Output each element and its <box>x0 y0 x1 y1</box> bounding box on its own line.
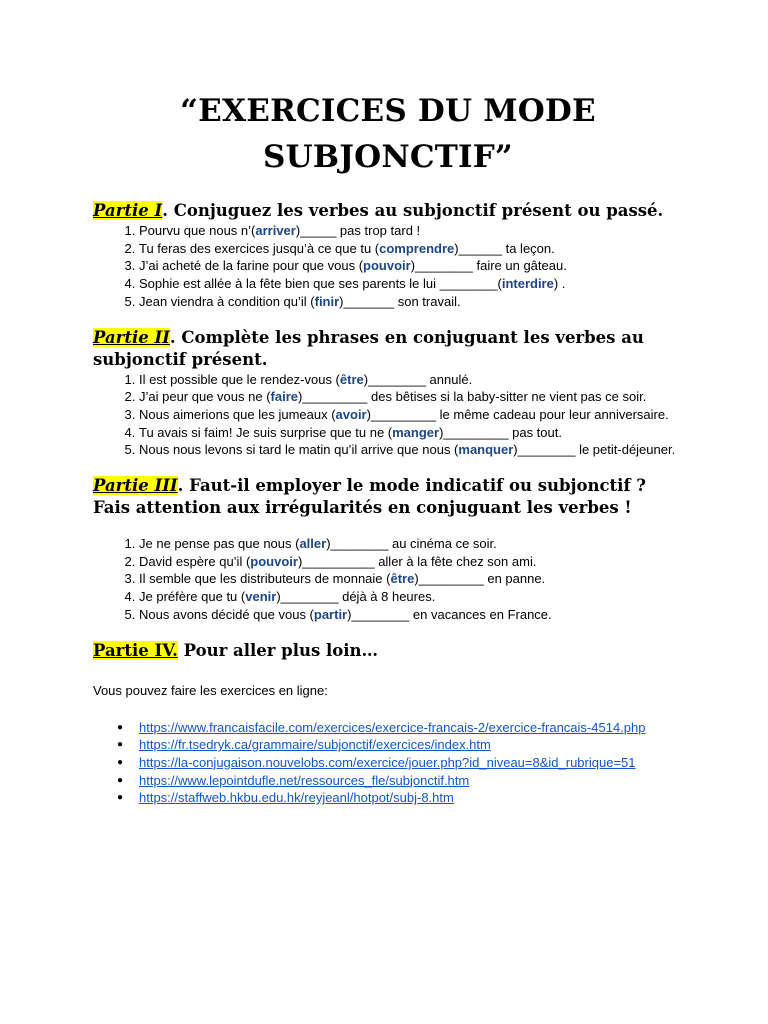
page-title <box>93 88 683 180</box>
exercise-link[interactable]: https://www.francaisfacile.com/exercices/exercice-francais-2/exercice-francais-4514.php <box>139 719 646 735</box>
section-tag: Partie I <box>93 201 163 220</box>
item-text: David espère qu’il ( <box>139 553 251 569</box>
list-item <box>139 736 683 754</box>
exercise-item <box>139 406 683 424</box>
verb: comprendre <box>379 240 455 256</box>
item-text: )_____ pas trop tard ! <box>295 223 421 238</box>
item-text: Nous nous levons si tard le matin qu’il arrive que nous ( <box>139 442 459 458</box>
item-text: )_________ en panne. <box>414 571 546 587</box>
exercise-list <box>93 535 683 624</box>
item-text: )________ au cinéma ce soir. <box>326 536 497 552</box>
section-heading <box>93 327 683 371</box>
exercise-link[interactable]: https://la-conjugaison.nouvelobs.com/exercice/jouer.php?id_niveau=8&id_rubrique=51 <box>139 754 636 770</box>
section-heading-text: . Conjuguez les verbes au subjonctif présent ou passé. <box>162 201 664 220</box>
item-text: J’ai peur que vous ne ( <box>139 389 271 405</box>
list-item <box>139 754 683 772</box>
verb: manger <box>392 424 440 440</box>
item-text: )__________ aller à la fête chez son ami. <box>297 553 537 569</box>
verb: finir <box>314 293 340 309</box>
exercise-item <box>139 257 683 275</box>
exercise-item <box>139 553 683 571</box>
link-list <box>93 719 683 808</box>
section-partie-1 <box>93 200 683 311</box>
verb: partir <box>313 606 348 622</box>
exercise-link[interactable]: https://fr.tsedryk.ca/grammaire/subjonctif/exercices/index.htm <box>139 737 491 753</box>
section-tag: Partie III <box>93 476 178 496</box>
item-text: Tu feras des exercices jusqu’à ce que tu ( <box>139 240 380 256</box>
item-text: )_______ son travail. <box>339 293 461 309</box>
item-text: )_________ pas tout. <box>439 424 562 440</box>
title-line-1: “EXERCICES DU MODE <box>180 93 596 129</box>
exercise-list <box>93 371 683 460</box>
item-text: Jean viendra à condition qu’il ( <box>139 293 315 309</box>
item-text: Nous avons décidé que vous ( <box>139 606 314 622</box>
verb: avoir <box>335 406 367 422</box>
exercise-item <box>139 570 683 588</box>
item-text: J’ai acheté de la farine pour que vous ( <box>139 258 364 274</box>
exercise-item <box>139 293 683 311</box>
section-tag: Partie II <box>93 327 170 347</box>
item-text: )_________ le même cadeau pour leur anniversaire. <box>366 406 669 422</box>
section-heading-text: . Complète les phrases en conjuguant les verbes au subjonctif présent. <box>93 327 644 369</box>
exercise-item <box>139 275 683 293</box>
section-partie-3 <box>93 475 683 624</box>
section-partie-4 <box>93 640 683 808</box>
exercise-item <box>139 371 683 389</box>
exercise-item <box>139 535 683 553</box>
verb: venir <box>245 589 277 605</box>
section-tag: Partie IV. <box>93 640 178 660</box>
section-heading <box>93 200 683 222</box>
verb: faire <box>270 389 298 405</box>
section-heading-text: . Faut-il employer le mode indicatif ou subjonctif ? Fais attention aux irrégularités en conjuguant les verbes ! <box>93 476 646 518</box>
document-page <box>93 88 683 807</box>
item-text: Il semble que les distributeurs de monnaie ( <box>139 571 391 587</box>
item-text: )________ déjà à 8 heures. <box>276 589 436 605</box>
intro-text: Vous pouvez faire les exercices en ligne: <box>93 682 328 698</box>
exercise-item <box>139 240 683 258</box>
item-text: Pourvu que nous n’( <box>139 223 256 238</box>
section-heading <box>93 475 683 519</box>
verb: arriver <box>255 223 296 238</box>
list-item <box>139 719 683 737</box>
item-text: )________ faire un gâteau. <box>410 258 567 274</box>
verb: pouvoir <box>250 553 298 569</box>
exercise-item <box>139 388 683 406</box>
item-text: )______ ta leçon. <box>454 240 555 256</box>
verb: manquer <box>458 442 514 458</box>
verb: interdire <box>501 276 554 292</box>
exercise-item <box>139 441 683 459</box>
item-text: Il est possible que le rendez-vous ( <box>139 371 340 387</box>
list-item <box>139 789 683 807</box>
exercise-item <box>139 424 683 442</box>
exercise-item <box>139 588 683 606</box>
exercise-item <box>139 222 683 240</box>
item-text: ) . <box>553 276 566 292</box>
title-line-2: SUBJONCTIF” <box>263 139 513 175</box>
item-text: )_________ des bêtises si la baby-sitter ne vient pas ce soir. <box>298 389 647 405</box>
verb: pouvoir <box>363 258 411 274</box>
exercise-link[interactable]: https://www.lepointdufle.net/ressources_fle/subjonctif.htm <box>139 772 470 788</box>
exercise-list <box>93 222 683 311</box>
list-item <box>139 772 683 790</box>
verb: être <box>390 571 415 587</box>
item-text: Je ne pense pas que nous ( <box>139 536 300 552</box>
section-heading <box>93 640 683 662</box>
item-text: )________ annulé. <box>363 371 473 387</box>
verb: être <box>339 371 364 387</box>
section-heading-text: Pour aller plus loin… <box>177 640 379 660</box>
item-text: Sophie est allée à la fête bien que ses parents le lui ________( <box>139 276 502 292</box>
exercise-item <box>139 606 683 624</box>
item-text: )________ en vacances en France. <box>347 606 552 622</box>
item-text: Tu avais si faim! Je suis surprise que tu ne ( <box>139 424 393 440</box>
verb: aller <box>299 536 327 552</box>
item-text: )________ le petit-déjeuner. <box>513 442 676 458</box>
section-partie-2 <box>93 327 683 460</box>
item-text: Nous aimerions que les jumeaux ( <box>139 406 336 422</box>
exercise-link[interactable]: https://staffweb.hkbu.edu.hk/reyjeanl/hotpot/subj-8.htm <box>139 790 454 806</box>
item-text: Je préfère que tu ( <box>139 589 246 605</box>
